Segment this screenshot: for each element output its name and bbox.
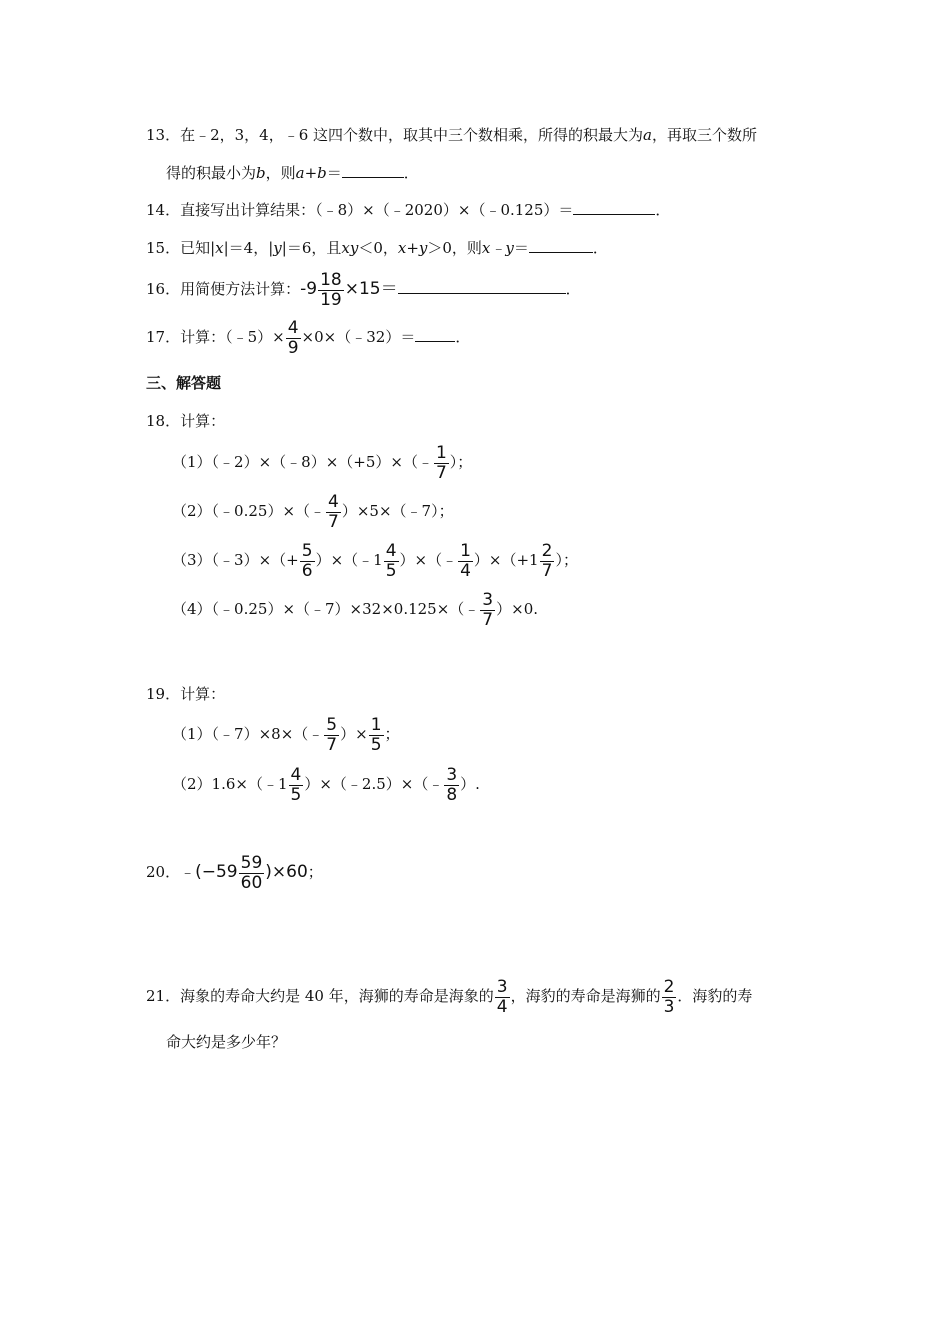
- question-21-line-1: [146, 976, 752, 1017]
- semicolon: ；: [307, 863, 323, 881]
- denominator: 7: [328, 511, 339, 532]
- question-18-part-4: [172, 590, 538, 630]
- part-text: ）×0.: [496, 600, 539, 618]
- expression-tail: ×15＝: [344, 279, 398, 299]
- question-text: 计算：: [180, 685, 226, 703]
- question-number: 17．: [146, 328, 181, 346]
- question-text: ．海豹的寿: [677, 987, 753, 1005]
- question-text: |＝6，且: [281, 239, 342, 257]
- question-text: 在﹣2，3，4，﹣6 这四个数中，取其中三个数相乘，所得的积最大为: [180, 126, 644, 144]
- numerator: 1: [460, 540, 471, 561]
- question-18-part-3: [172, 541, 578, 581]
- equals-sign: ＝: [513, 239, 529, 257]
- variable-y: y: [273, 239, 282, 257]
- question-text: 命大约是多少年？: [166, 1033, 287, 1051]
- numerator: 1: [435, 442, 447, 463]
- fraction: [662, 978, 677, 1017]
- numerator: 5: [301, 540, 313, 561]
- variable-b: b: [256, 164, 266, 182]
- question-text: ×0×（﹣32）＝: [301, 328, 416, 346]
- question-18-part-1: [172, 443, 472, 483]
- question-text: ，再取三个数所: [652, 126, 758, 144]
- denominator: 7: [326, 734, 338, 755]
- fraction: [239, 854, 265, 893]
- denominator: 4: [460, 560, 471, 581]
- fraction: [324, 716, 339, 755]
- question-text: ，海豹的寿命是海狮的: [510, 987, 661, 1005]
- variable-x: x: [215, 239, 224, 257]
- denominator: 5: [370, 734, 382, 755]
- expression: a+b: [295, 164, 327, 182]
- part-text: ）×（﹣2.5）×（﹣: [304, 775, 444, 793]
- question-number: 20．: [146, 863, 181, 881]
- expression-xy: xy: [341, 239, 359, 257]
- question-21-line-2: [166, 1030, 286, 1054]
- fraction: [444, 766, 459, 805]
- fraction: [326, 493, 341, 532]
- fraction: [286, 319, 301, 358]
- question-text: 用简便方法计算：: [180, 280, 301, 298]
- fraction: [289, 766, 304, 805]
- numerator: 59: [240, 852, 263, 873]
- question-number: 13．: [146, 126, 181, 144]
- expression-close: )×60: [265, 862, 308, 882]
- denominator: 5: [290, 784, 302, 805]
- question-18-part-2: [172, 492, 454, 532]
- question-text: 海象的寿命大约是 40 年，海狮的寿命是海象的: [180, 987, 494, 1005]
- part-text: （2）（﹣0.25）×（﹣: [172, 502, 326, 520]
- denominator: 4: [496, 996, 508, 1017]
- numerator: 3: [482, 589, 494, 610]
- expression-x-minus-y: x﹣y: [481, 239, 514, 257]
- numerator: 2: [663, 976, 675, 997]
- numerator: 4: [385, 540, 397, 561]
- denominator: 3: [663, 996, 675, 1017]
- question-14: [146, 198, 670, 222]
- numerator: 18: [320, 269, 342, 290]
- numerator: 4: [328, 491, 339, 512]
- fraction: [495, 978, 510, 1017]
- numerator: 3: [496, 976, 508, 997]
- question-number: 15．: [146, 239, 181, 257]
- fraction: [369, 716, 384, 755]
- question-text: ，则: [265, 164, 296, 182]
- part-text: （4）（﹣0.25）×（﹣7）×32×0.125×（﹣: [172, 600, 480, 618]
- variable-a: a: [643, 126, 652, 144]
- expression-open: (−59: [195, 862, 238, 882]
- question-text: 计算：（﹣5）×: [180, 328, 285, 346]
- part-text: ；: [384, 725, 400, 743]
- question-17: [146, 318, 470, 358]
- question-text: ＞0，则: [427, 239, 482, 257]
- part-text: ）；: [449, 453, 473, 471]
- period: ．: [403, 164, 419, 182]
- question-text: 直接写出计算结果：（﹣8）×（﹣2020）×（﹣0.125）＝: [180, 201, 574, 219]
- question-15: [146, 236, 608, 260]
- fraction: [540, 542, 555, 581]
- part-text: （1）（﹣2）×（﹣8）×（+5）×（﹣: [172, 453, 433, 471]
- part-text: ）×（﹣1: [315, 551, 383, 569]
- fraction: [434, 444, 449, 483]
- part-text: （2）1.6×（﹣1: [172, 775, 288, 793]
- part-text: ）；: [555, 551, 578, 569]
- fraction: [480, 591, 495, 630]
- denominator: 7: [435, 462, 447, 483]
- question-number: 21．: [146, 987, 181, 1005]
- question-19: [146, 682, 225, 706]
- numerator: 1: [370, 714, 382, 735]
- part-text: （1）（﹣7）×8×（﹣: [172, 725, 324, 743]
- part-text: （3）（﹣3）×（+: [172, 551, 299, 569]
- fraction: [300, 542, 315, 581]
- part-text: ）×: [340, 725, 368, 743]
- denominator: 8: [446, 784, 458, 805]
- question-text: 得的积最小为: [166, 164, 257, 182]
- question-19-part-1: [172, 715, 400, 755]
- fraction: [384, 542, 399, 581]
- expression-x-plus-y: x+y: [397, 239, 428, 257]
- period: ．: [655, 201, 671, 219]
- equals-sign: ＝: [326, 164, 342, 182]
- fraction: [318, 271, 344, 310]
- question-text: 已知|: [180, 239, 216, 257]
- question-20: [146, 852, 323, 893]
- minus-sign: ﹣: [180, 863, 196, 881]
- question-number: 16．: [146, 280, 181, 298]
- answer-blank[interactable]: [415, 325, 455, 342]
- denominator: 19: [320, 289, 342, 310]
- question-text: 计算：: [180, 412, 226, 430]
- numerator: 4: [290, 764, 302, 785]
- question-13-line-2: [166, 161, 419, 185]
- denominator: 7: [482, 609, 494, 630]
- answer-blank[interactable]: [529, 236, 593, 253]
- period: ．: [592, 239, 608, 257]
- denominator: 9: [287, 337, 299, 358]
- part-text: ）×（+1: [473, 551, 539, 569]
- answer-blank[interactable]: [573, 198, 655, 215]
- mixed-number-whole: -9: [300, 279, 318, 299]
- question-19-part-2: [172, 765, 480, 805]
- part-text: ）×（﹣: [399, 551, 458, 569]
- numerator: 2: [541, 540, 553, 561]
- question-text: ＜0，: [358, 239, 398, 257]
- answer-blank[interactable]: [398, 277, 566, 294]
- period: ．: [565, 280, 581, 298]
- section-heading: 三、解答题: [146, 374, 222, 392]
- question-13-line-1: [146, 123, 757, 147]
- denominator: 6: [301, 560, 313, 581]
- part-text: ）×5×（﹣7）；: [341, 502, 454, 520]
- question-16: [146, 270, 581, 310]
- question-18: [146, 409, 225, 433]
- period: ．: [455, 328, 471, 346]
- numerator: 5: [326, 714, 338, 735]
- denominator: 7: [541, 560, 553, 581]
- denominator: 60: [240, 872, 263, 893]
- fraction: [458, 542, 473, 581]
- question-text: |＝4，|: [223, 239, 274, 257]
- question-number: 14．: [146, 201, 181, 219]
- numerator: 3: [446, 764, 458, 785]
- answer-blank[interactable]: [342, 161, 404, 178]
- question-number: 18．: [146, 412, 181, 430]
- numerator: 4: [287, 317, 299, 338]
- denominator: 5: [385, 560, 397, 581]
- question-number: 19．: [146, 685, 181, 703]
- part-text: ）.: [460, 775, 480, 793]
